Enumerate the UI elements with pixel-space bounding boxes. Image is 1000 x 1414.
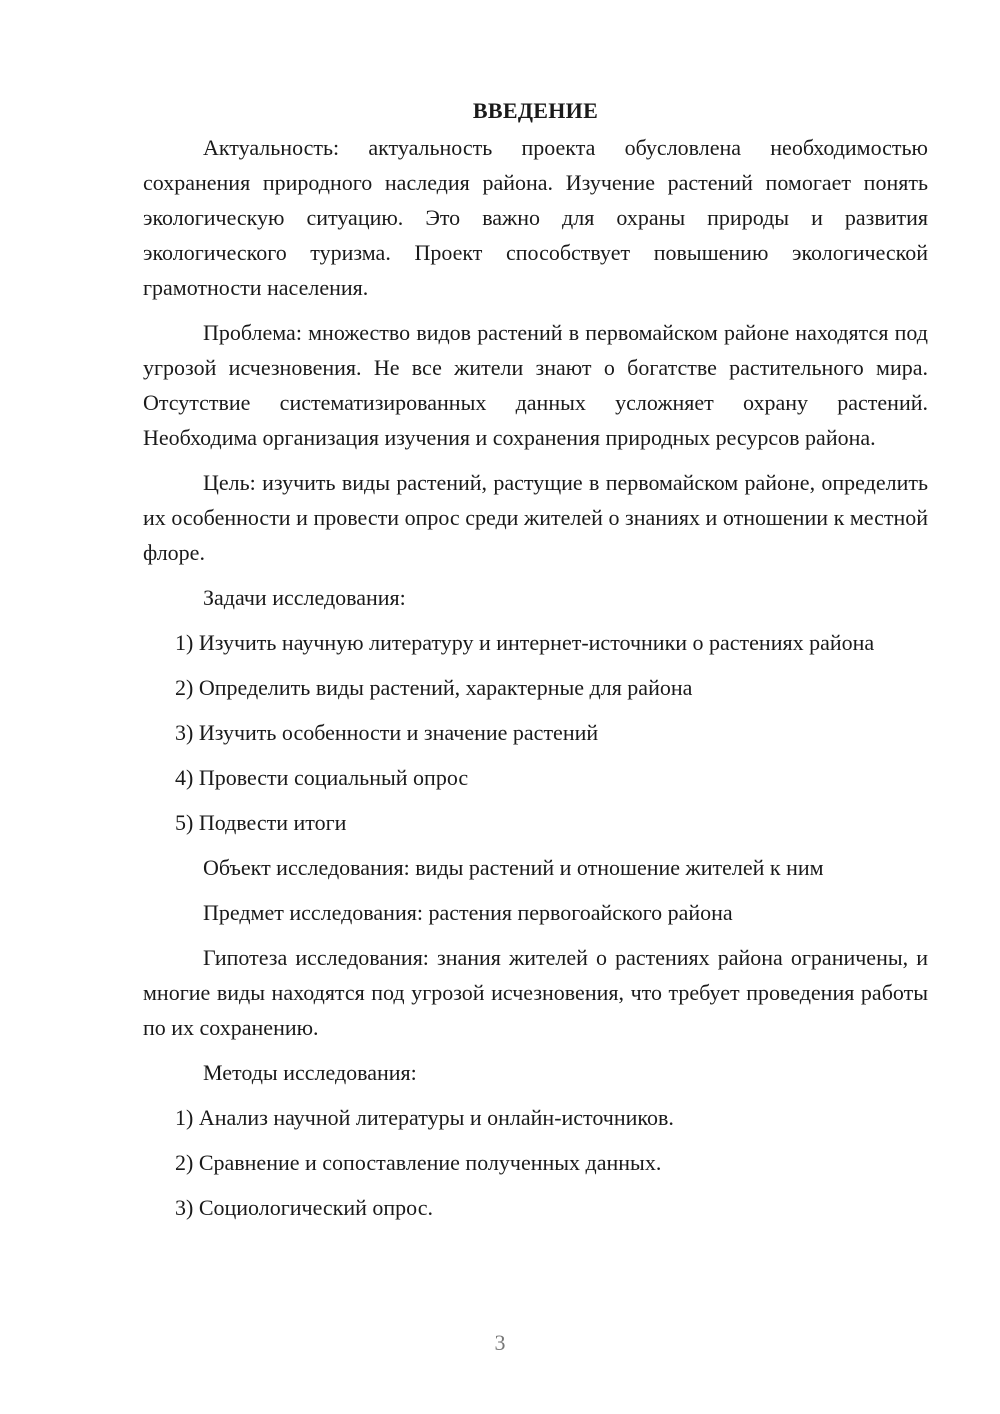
- page-number: 3: [494, 1330, 506, 1355]
- method-item-3: 3) Социологический опрос.: [175, 1195, 433, 1220]
- task-item-3: 3) Изучить особенности и значение растений: [175, 720, 599, 745]
- method-item-2: 2) Сравнение и сопоставление полученных данных.: [175, 1150, 662, 1175]
- subject-line: Предмет исследования: растения первогоайского района: [203, 900, 733, 925]
- goal-paragraph: Цель: изучить виды растений, растущие в первомайском районе, определить их особенности и провести опрос среди жителей о знаниях и отношении к местной флоре.: [143, 470, 928, 565]
- task-item-1: 1) Изучить научную литературу и интернет-источники о растениях района: [175, 630, 875, 655]
- relevance-paragraph: Актуальность: актуальность проекта обусловлена необходимостью сохранения природного наследия района. Изучение растений помогает понять экологическую ситуацию. Это важно для охраны природы и развития экологического туризма. Проект способствует повышению экологической грамотности населения.: [143, 135, 928, 300]
- methods-heading: Методы исследования:: [203, 1060, 417, 1085]
- tasks-heading: Задачи исследования:: [203, 585, 406, 610]
- section-title: ВВЕДЕНИЕ: [472, 98, 599, 123]
- task-item-4: 4) Провести социальный опрос: [175, 765, 469, 790]
- object-line: Объект исследования: виды растений и отношение жителей к ним: [203, 855, 824, 880]
- method-item-1: 1) Анализ научной литературы и онлайн-источников.: [175, 1105, 674, 1130]
- task-item-5: 5) Подвести итоги: [175, 810, 347, 835]
- document-page: [143, 96, 928, 1235]
- hypothesis-paragraph: Гипотеза исследования: знания жителей о растениях района ограничены, и многие виды находятся под угрозой исчезновения, что требует проведения работы по их сохранению.: [143, 945, 928, 1040]
- problem-paragraph: Проблема: множество видов растений в первомайском районе находятся под угрозой исчезновения. Не все жители знают о богатстве растительного мира. Отсутствие систематизированных данных усложняет охрану растений. Необходима организация изучения и сохранения природных ресурсов района.: [143, 320, 928, 450]
- task-item-2: 2) Определить виды растений, характерные для района: [175, 675, 693, 700]
